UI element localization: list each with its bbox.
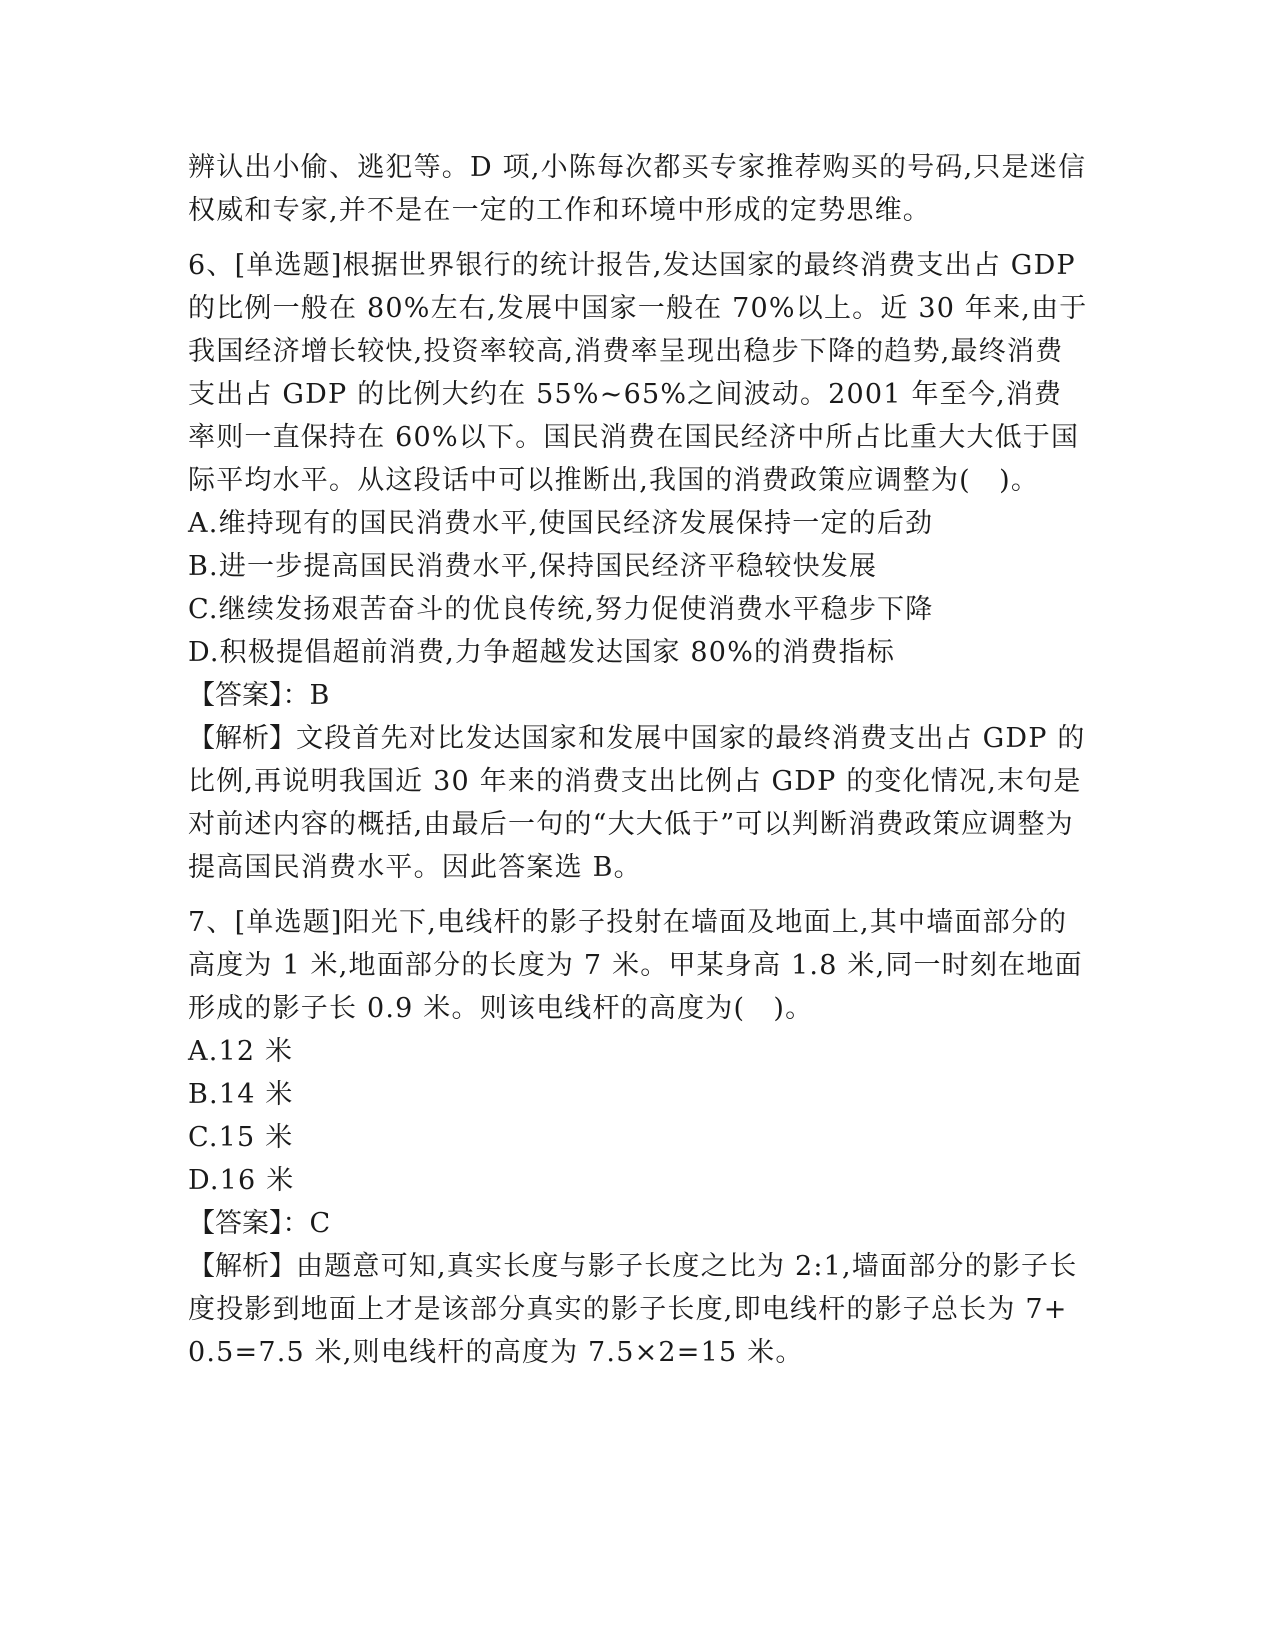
question-6-option-d: D.积极提倡超前消费,力争超越发达国家 80%的消费指标 bbox=[188, 637, 896, 668]
paragraph-gap bbox=[188, 232, 1088, 244]
question-7-analysis bbox=[188, 1245, 1088, 1374]
question-6-option-a: A.维持现有的国民消费水平,使国民经济发展保持一定的后劲 bbox=[188, 508, 934, 539]
question-6-answer bbox=[188, 674, 1088, 717]
analysis-text: 由题意可知,真实长度与影子长度之比为 2:1,墙面部分的影子长度投影到地面上才是该部分真实的影子长度,即电线杆的影子总长为 7+0.5=7.5 米,则电线杆的高度为 7.5×2=15 米。 bbox=[188, 1251, 1078, 1368]
question-6-option-c: C.继续发扬艰苦奋斗的优良传统,努力促使消费水平稳步下降 bbox=[188, 594, 934, 625]
answer-value: B bbox=[309, 680, 331, 711]
analysis-text: 文段首先对比发达国家和发展中国家的最终消费支出占 GDP 的比例,再说明我国近 30 年来的消费支出比例占 GDP 的变化情况,末句是对前述内容的概括,由最后一句的“大大低于”可以判断消费政策应调整为提高国民消费水平。因此答案选 B。 bbox=[188, 723, 1086, 883]
paragraph-gap bbox=[188, 889, 1088, 901]
question-6-option-b: B.进一步提高国民消费水平,保持国民经济平稳较快发展 bbox=[188, 551, 878, 582]
question-6-analysis bbox=[188, 717, 1088, 889]
question-7-answer bbox=[188, 1202, 1088, 1245]
intro-paragraph: 辨认出小偷、逃犯等。D 项,小陈每次都买专家推荐购买的号码,只是迷信权威和专家,并不是在一定的工作和环境中形成的定势思维。 bbox=[188, 152, 1087, 226]
question-7-option-d: D.16 米 bbox=[188, 1165, 295, 1196]
question-7-option-b: B.14 米 bbox=[188, 1079, 294, 1110]
question-7-option-c: C.15 米 bbox=[188, 1122, 294, 1153]
answer-label: 【答案】： bbox=[188, 680, 310, 711]
answer-value: C bbox=[309, 1208, 332, 1239]
question-7-option-a: A.12 米 bbox=[188, 1036, 294, 1067]
question-6-stem: 6、[单选题]根据世界银行的统计报告,发达国家的最终消费支出占 GDP 的比例一般在 80%左右,发展中国家一般在 70%以上。近 30 年来,由于我国经济增长较快,投资率较高,消费率呈现出稳步下降的趋势,最终消费支出占 GDP 的比例大约在 55%~65%之间波动。2001 年至今,消费率则一直保持在 60%以下。国民消费在国民经济中所占比重大大低于国际平均水平。从这段话中可以推断出,我国的消费政策应调整为( )。 bbox=[188, 250, 1088, 496]
analysis-label: 【解析】 bbox=[188, 1251, 296, 1282]
question-7-stem: 7、[单选题]阳光下,电线杆的影子投射在墙面及地面上,其中墙面部分的高度为 1 米,地面部分的长度为 7 米。甲某身高 1.8 米,同一时刻在地面形成的影子长 0.9 米。则该电线杆的高度为( )。 bbox=[188, 907, 1083, 1024]
answer-label: 【答案】： bbox=[188, 1208, 310, 1239]
document-content bbox=[188, 146, 1088, 1374]
analysis-label: 【解析】 bbox=[188, 723, 296, 754]
